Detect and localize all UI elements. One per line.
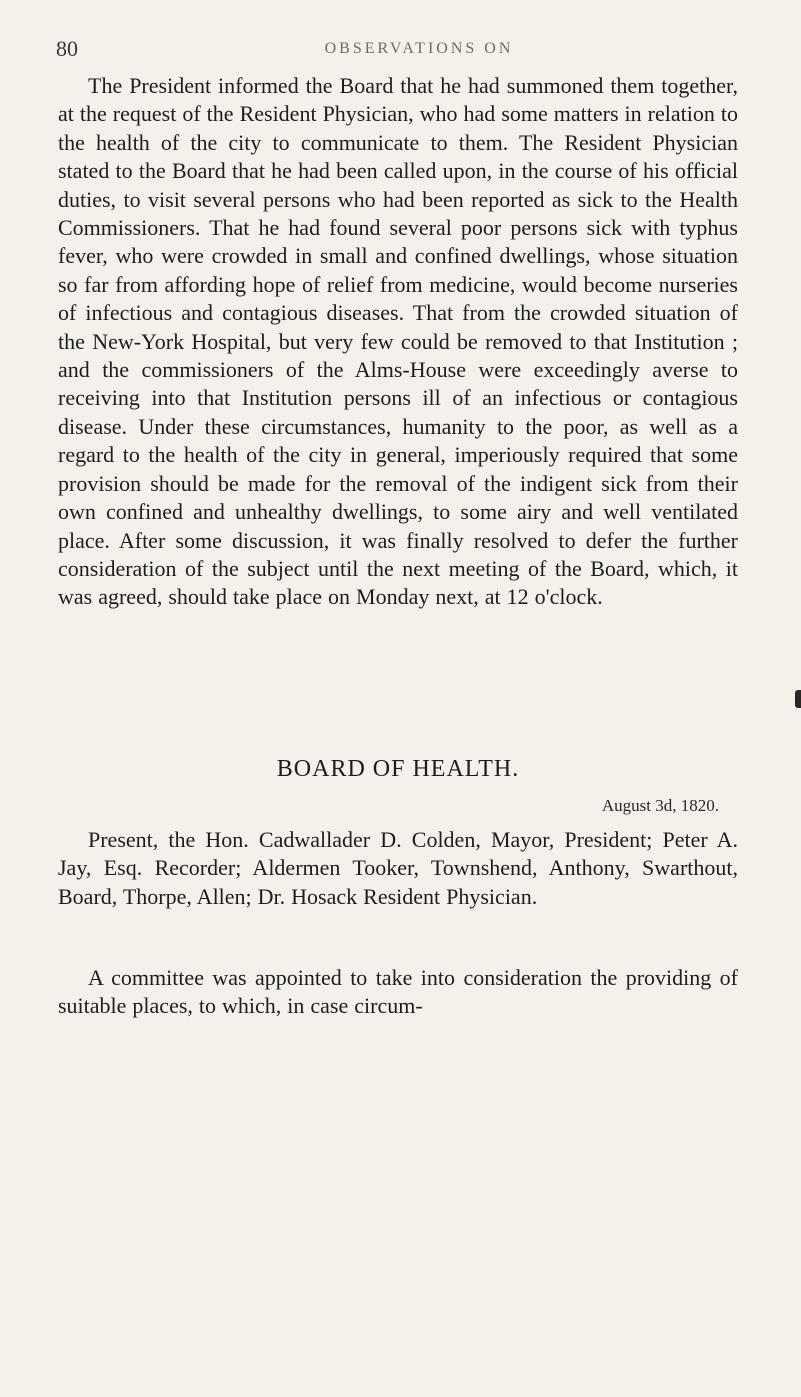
paragraph-committee: A committee was appointed to take into consideration the providing of suitable places, to which, in case circum- xyxy=(58,965,738,1019)
running-head xyxy=(56,36,746,60)
page-number: 80 xyxy=(56,36,78,61)
page-edge-mark xyxy=(795,690,801,708)
meeting-date: August 3d, 1820. xyxy=(601,796,719,815)
section-heading: BOARD OF HEALTH. xyxy=(276,756,520,782)
paragraph-president-report: The President informed the Board that he had summoned them together, at the request of the Resident Physician, who had some matters in relation to the health of the city to communicate to them. The Resident Physician stated to the Board that he had been called upon, in the course of his official duties, to visit several persons who had been reported as sick to the Health Commissioners. That he had found several poor persons sick with typhus fever, who were crowded in small and confined dwellings, whose situation so far from affording hope of relief from medicine, would become nurseries of infectious and contagious diseases. That from the crowded situation of the New-York Hospital, but very few could be removed to that Institution ; and the commissioners of the Alms-House were exceedingly averse to receiving into that Institution persons ill of an infectious or contagious disease. Under these circumstances, humanity to the poor, as well as a regard to the health of the city in general, imperiously required that some provision should be made for the removal of the indigent sick from their own confined and unhealthy dwellings, to some airy and well ventilated place. After some discussion, it was finally resolved to defer the further consideration of the subject until the next meeting of the Board, which, it was agreed, should take place on Monday next, at 12 o'clock. xyxy=(58,73,738,610)
running-title: OBSERVATIONS ON xyxy=(324,40,514,57)
paragraph-attendance: Present, the Hon. Cadwallader D. Colden, Mayor, President; Peter A. Jay, Esq. Recorder; Aldermen Tooker, Townshend, Anthony, Swarthout, Board, Thorpe, Allen; Dr. Hosack Resident Physician. xyxy=(58,827,738,909)
